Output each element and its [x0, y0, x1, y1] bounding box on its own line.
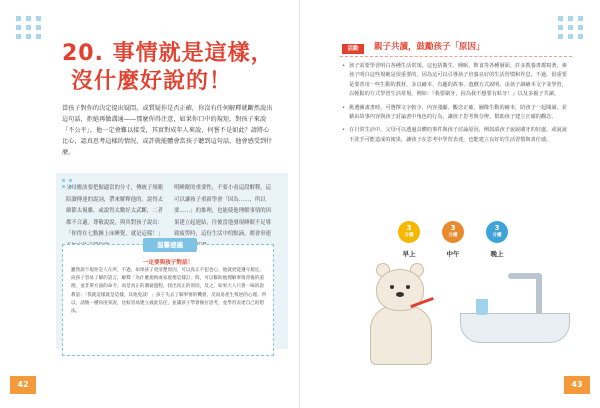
lead-paragraph: 當孩子對你的決定提出疑問，或質疑你是否正確，你沒有任何解釋就斷然說出這句話，拒絕再做溝通——那麼你得注意，如果你口中的規矩，對孩子來說「不公平」，他一定會難以接受，其實對成年人來說，何嘗不是如此？請將心比心，認真思考這樣的情況，或許就能體會當孩子聽到這句話，他會感受到什麼。: [62, 105, 273, 156]
activity-badge: 活動: [342, 44, 364, 54]
decorative-dots: [16, 16, 42, 39]
body-column-1: 父母應該要把握適當的分寸，傳統子規範陪讀傳達的說詞，帶來解釋他的。說得太細節太複雜，或說得太數好太武斷，二者都不合適。尊敬說說，與其對孩子說出：「你得在七點鐘上床睡覺，就是這樣！」: [66, 185, 164, 237]
activity-list: [342, 62, 572, 149]
right-page: [300, 0, 600, 408]
page-number-right: 43: [564, 376, 590, 394]
chapter-title-line2: 沒什麼好說的！: [71, 69, 233, 94]
list-item: • 挑選圖畫書時，可選擇文字較少，內容淺顯、觀念正確、圖像生動的繪本，陪孩子一起閱讀，並藉由故事內容與孩子討論書中角色的行為，讓孩子思考與分辨，幫助孩子建立正確的觀念。: [342, 104, 572, 123]
decorative-dots-right: [558, 16, 584, 39]
bear-eye: [390, 285, 394, 289]
chapter-title-line1: 20. 事情就是這樣，: [62, 41, 274, 66]
sink-icon: [460, 313, 570, 343]
list-item: • 孩子需要學習明白各種生活常規，這包括衛生、睡眠、飲食等各種層面，許多教養書都寫著，素孩子明白這些規範是很重要的，因為這可以引導孩子培養良好的生活習慣和作息，不過，很重要是要善用一些生動的教材，多以繪本、有趣的故事、遊戲方式說明、由孩子讀繪本文字並學習，以輕鬆的方式學習生活常規，例如：『我要刷牙，因為我不想要有蛀牙！』以及多親子共讀。: [342, 62, 572, 100]
timer-badge-morning: 3 分鐘: [398, 221, 420, 243]
timer-badge-night: 3 分鐘: [486, 221, 508, 243]
tips-subtitle: 一定要與孩子對話！: [142, 260, 194, 266]
tips-header: 溫馨建議: [143, 238, 197, 252]
caption-morning: 早上: [402, 250, 416, 258]
caption-night: 晚上: [490, 250, 504, 258]
bear-body: [370, 305, 432, 365]
bear-nose: [396, 292, 404, 297]
page-number-left: 42: [10, 376, 36, 394]
bear-eye: [406, 285, 410, 289]
cup-icon: [476, 299, 488, 315]
tips-box: [62, 241, 274, 356]
body-column-2: 明睡眠的重要性，不要小看這段解釋，這可以讓孩子重新學會「因為……，所以要……」的推理，也能使他理解事情的因果建立起連結，往後當他發現睡眠不足導致疲勞時，這份生活中的點滴，都會串連: [174, 185, 272, 237]
tips-body: 雖然說下規矩是人在所，不過，如果孩子更清楚原因，可以真正不犯也心，他就更能遵守規定，而孩子容易了解的語言，解釋「為什麼規則或家庭要這樣訂」時，可以幫助他理解事情背後的道理，並非單方面的命令，而是真正的溝通過程。找出真正的原因，反之，如果大人只會一味的說教話：「我就這樣就是這樣，其他免談！」孩子失去了解事情的機會，反而易產生叛逆的心理。所以，請換一種角度來說，比較容易建立彼此信任，並讓孩子學會換位思考，並學習表達自己的想法。: [71, 268, 267, 315]
caption-noon: 中午: [446, 250, 460, 258]
timer-badge-noon: 3 分鐘: [442, 221, 464, 243]
list-item: • 在日常生活中，父母可以透過具體的事件與孩子討論原因，例如請孩子說說刷牙的好處，或說說不洗手可能造成的後果，讓孩子在思考中學習表達，也能建立良好的生活習慣與責任感。: [342, 126, 572, 145]
divider: [340, 56, 572, 57]
activity-title: 親子共讀，鼓勵孩子「原因」: [374, 42, 485, 52]
faucet-stem: [536, 275, 542, 315]
brushing-illustration: [340, 205, 580, 365]
